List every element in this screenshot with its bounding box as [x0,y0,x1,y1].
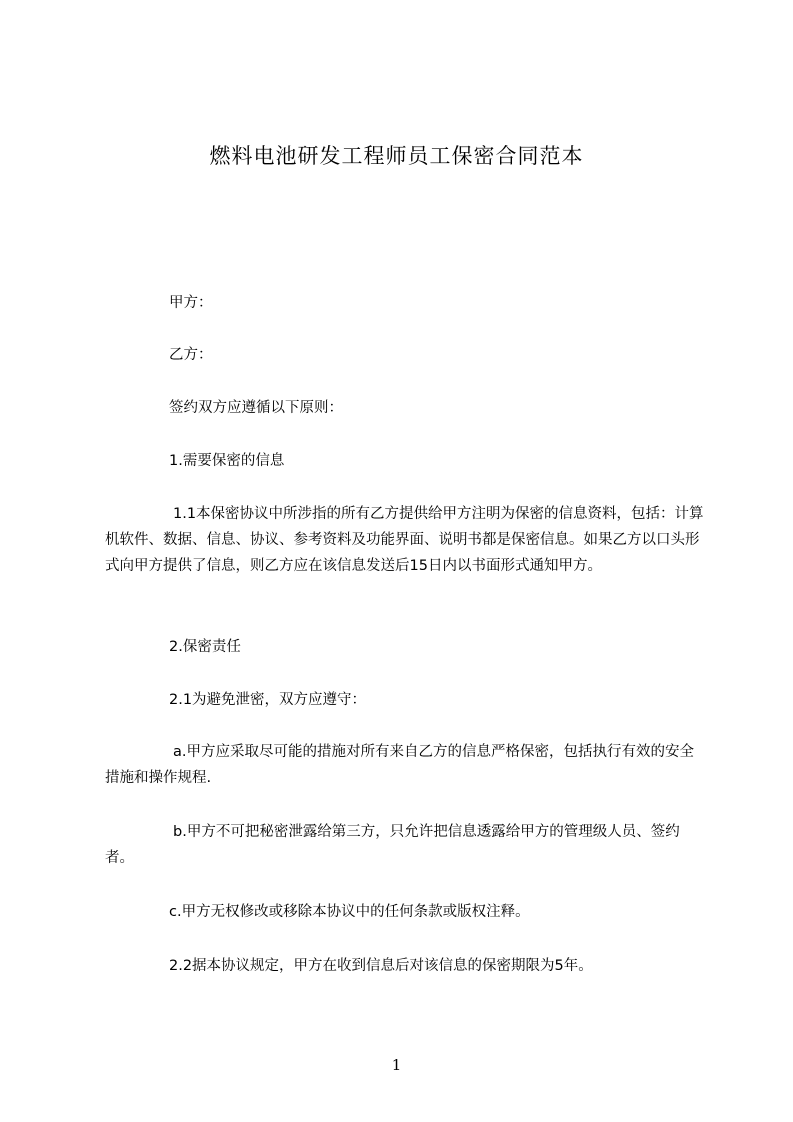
clause-1-1: 1.1本保密协议中所涉指的所有乙方提供给甲方注明为保密的信息资料，包括：计算机软件、数据、信息、协议、参考资料及功能界面、说明书都是保密信息。如果乙方以口头形式向甲方提供了信息，则乙方应在该信息发送后15日内以书面形式通知甲方。 [105,506,704,574]
document-title: 燃料电池研发工程师员工保密合同范本 [209,144,584,168]
principles-intro: 签约双方应遵循以下原则： [169,400,343,416]
clause-2-1-c: c.甲方无权修改或移除本协议中的任何条款或版权注释。 [169,904,530,920]
clause-2-2: 2.2据本协议规定，甲方在收到信息后对该信息的保密期限为5年。 [169,958,593,974]
party-b-line: 乙方： [169,347,213,363]
clause-2-1: 2.1为避免泄密，双方应遵守： [169,692,367,708]
page-number: 1 [391,1056,402,1074]
section-1-heading: 1.需要保密的信息 [169,453,285,469]
party-a-line: 甲方： [169,295,213,311]
clause-2-1-b: b.甲方不可把秘密泄露给第三方，只允许把信息透露给甲方的管理级人员、签约者。 [105,824,680,866]
clause-2-1-a: a.甲方应采取尽可能的措施对所有来自乙方的信息严格保密，包括执行有效的安全措施和操作规程. [105,744,694,786]
section-2-heading: 2.保密责任 [169,639,241,655]
